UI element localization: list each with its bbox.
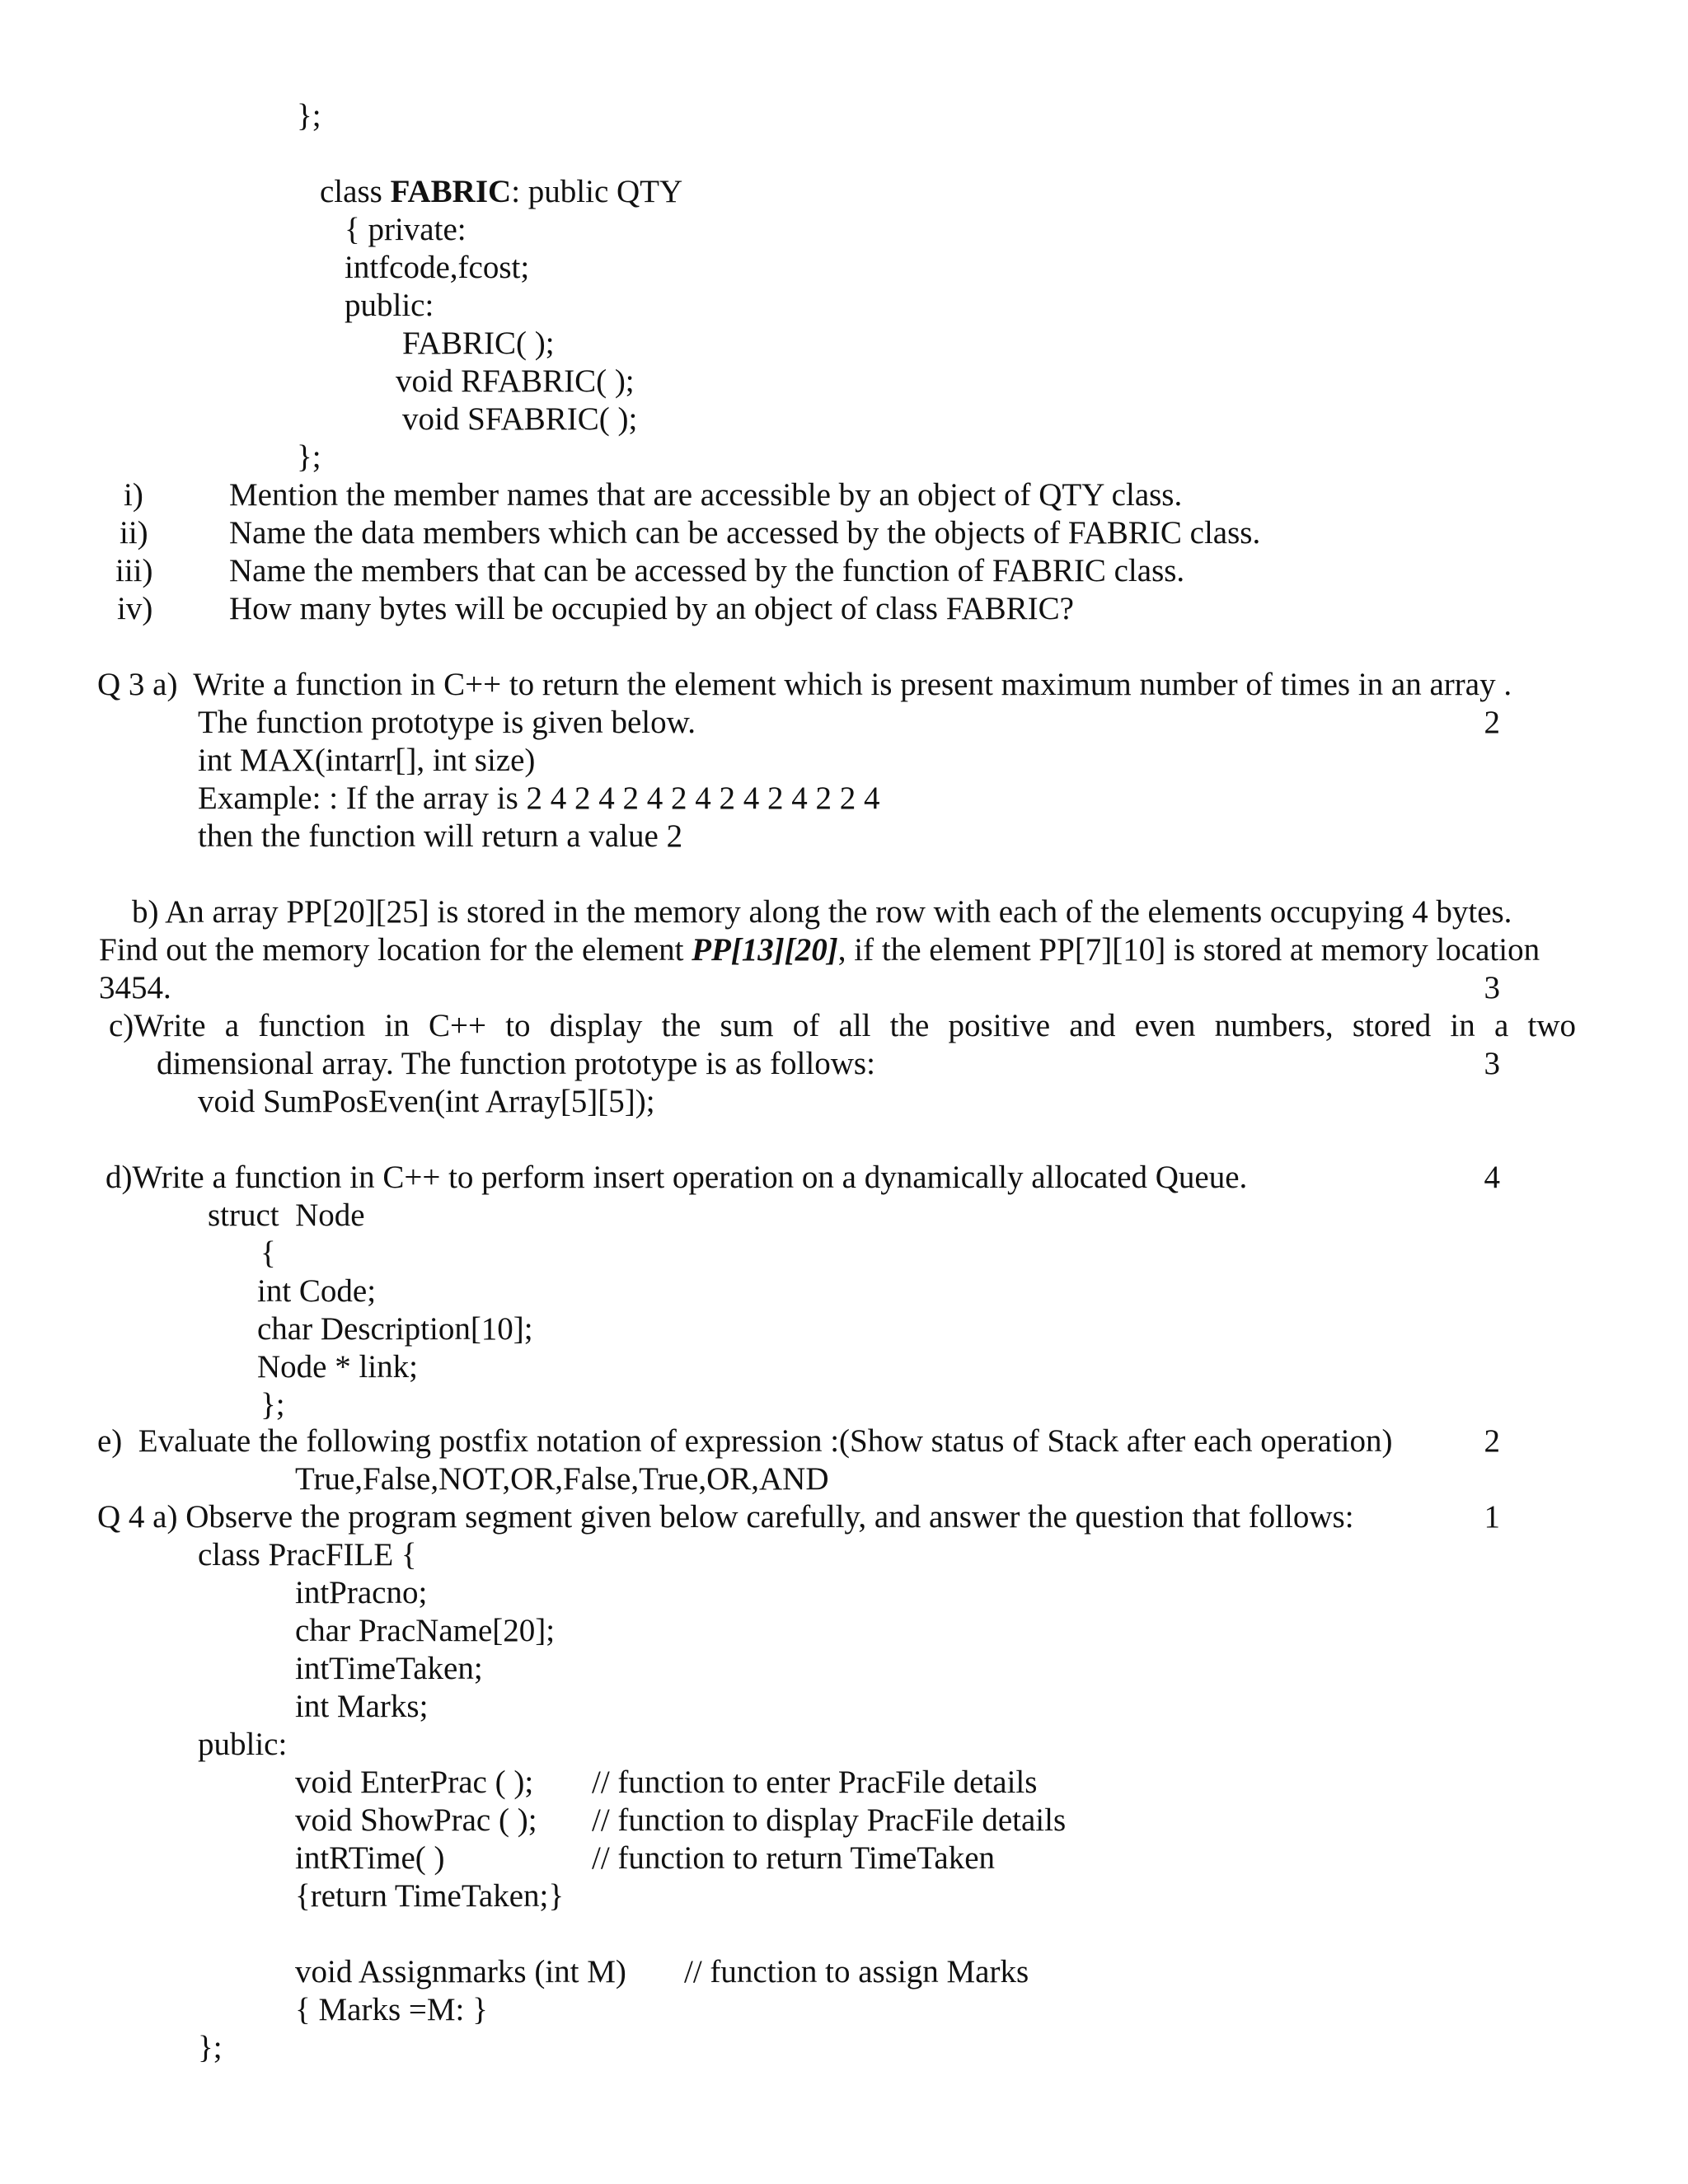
code-struct: struct Node (208, 1197, 365, 1233)
q3c-prototype: void SumPosEven(int Array[5][5]); (198, 1084, 655, 1119)
class-keyword: class (320, 174, 391, 209)
question-number: iii) (115, 553, 153, 588)
code-close-brace-2: }; (297, 439, 321, 475)
code-sfabric: void SFABRIC( ); (402, 401, 638, 437)
class-name: FABRIC (390, 174, 512, 209)
code-method-body: {return TimeTaken;} (295, 1878, 565, 1914)
question-text: Name the members that can be accessed by the function of FABRIC class. (229, 553, 1185, 588)
q3a-line-1: Q 3 a) Write a function in C++ to return the element which is present maximum number of times in an array . (97, 667, 1512, 702)
q3b-text-post: , if the element PP[7][10] is stored at memory location (837, 932, 1540, 968)
code-method: void EnterPrac ( ); (295, 1765, 534, 1800)
code-private: { private: (345, 212, 467, 247)
code-field: Node * link; (257, 1349, 418, 1385)
marks: 3 (1484, 1046, 1500, 1081)
code-field: char PracName[20]; (295, 1613, 556, 1648)
marks: 3 (1484, 970, 1500, 1005)
code-method: void ShowPrac ( ); (295, 1802, 537, 1838)
code-field: int Marks; (295, 1689, 429, 1724)
class-inheritance: : public QTY (511, 174, 683, 209)
q3e-expression: True,False,NOT,OR,False,True,OR,AND (295, 1461, 829, 1497)
code-comment: // function to assign Marks (684, 1954, 1029, 1990)
code-close-brace: }; (198, 2030, 223, 2065)
question-text: Name the data members which can be accessed by the objects of FABRIC class. (229, 515, 1261, 551)
marks: 1 (1484, 1499, 1500, 1535)
q3c-line-1: c)Write a function in C++ to display the sum of all the positive and even numbers, stored in a two (109, 1008, 1576, 1043)
code-field: intPracno; (295, 1575, 428, 1610)
question-text: Mention the member names that are accessible by an object of QTY class. (229, 477, 1183, 513)
code-comment: // function to display PracFile details (592, 1802, 1067, 1838)
q3c-line-2: dimensional array. The function prototype is as follows: (157, 1046, 875, 1081)
q3e-line-1: e) Evaluate the following postfix notation of expression :(Show status of Stack after each operation) (97, 1423, 1393, 1459)
code-field: char Description[10]; (257, 1311, 533, 1347)
code-method: intRTime( ) (295, 1840, 445, 1876)
question-number: ii) (120, 515, 148, 551)
q3a-example: Example: : If the array is 2 4 2 4 2 4 2 4 2 4 2 4 2 2 4 (198, 780, 880, 816)
question-number: iv) (117, 591, 153, 626)
code-close-brace: }; (297, 98, 321, 134)
q3b-text: Find out the memory location for the element (99, 932, 692, 968)
q3a-line-2: The function prototype is given below. (198, 705, 696, 740)
code-close-brace: }; (260, 1387, 285, 1422)
code-public: public: (198, 1727, 288, 1762)
q3d-line-1: d)Write a function in C++ to perform insert operation on a dynamically allocated Queue. (106, 1160, 1248, 1195)
code-rfabric: void RFABRIC( ); (396, 363, 635, 399)
q3b-line-3: 3454. (99, 970, 171, 1005)
code-open-brace: { (260, 1235, 276, 1271)
code-class: class PracFILE { (198, 1537, 417, 1572)
code-field: int Code; (257, 1273, 377, 1309)
q3b-line-1: b) An array PP[20][25] is stored in the memory along the row with each of the elements occupying 4 bytes. (132, 894, 1512, 930)
q3a-result: then the function will return a value 2 (198, 818, 683, 854)
class-fabric-declaration (320, 173, 682, 211)
code-method: void Assignmarks (int M) (295, 1954, 626, 1990)
marks: 4 (1484, 1160, 1500, 1195)
q3b-element: PP[13][20] (692, 932, 838, 968)
code-field: intTimeTaken; (295, 1651, 483, 1686)
marks: 2 (1484, 705, 1500, 740)
code-public: public: (345, 288, 434, 323)
question-text: How many bytes will be occupied by an object of class FABRIC? (229, 591, 1074, 626)
marks: 2 (1484, 1423, 1500, 1459)
code-constructor: FABRIC( ); (402, 326, 555, 361)
q3b-line-2 (99, 931, 1540, 969)
code-comment: // function to enter PracFile details (592, 1765, 1038, 1800)
q4a-line-1: Q 4 a) Observe the program segment given below carefully, and answer the question that follows: (97, 1499, 1354, 1535)
question-number: i) (124, 477, 143, 513)
code-method-body: { Marks =M: } (295, 1992, 488, 2027)
code-fields: intfcode,fcost; (345, 250, 530, 285)
q3a-prototype: int MAX(intarr[], int size) (198, 743, 536, 778)
code-comment: // function to return TimeTaken (592, 1840, 996, 1876)
